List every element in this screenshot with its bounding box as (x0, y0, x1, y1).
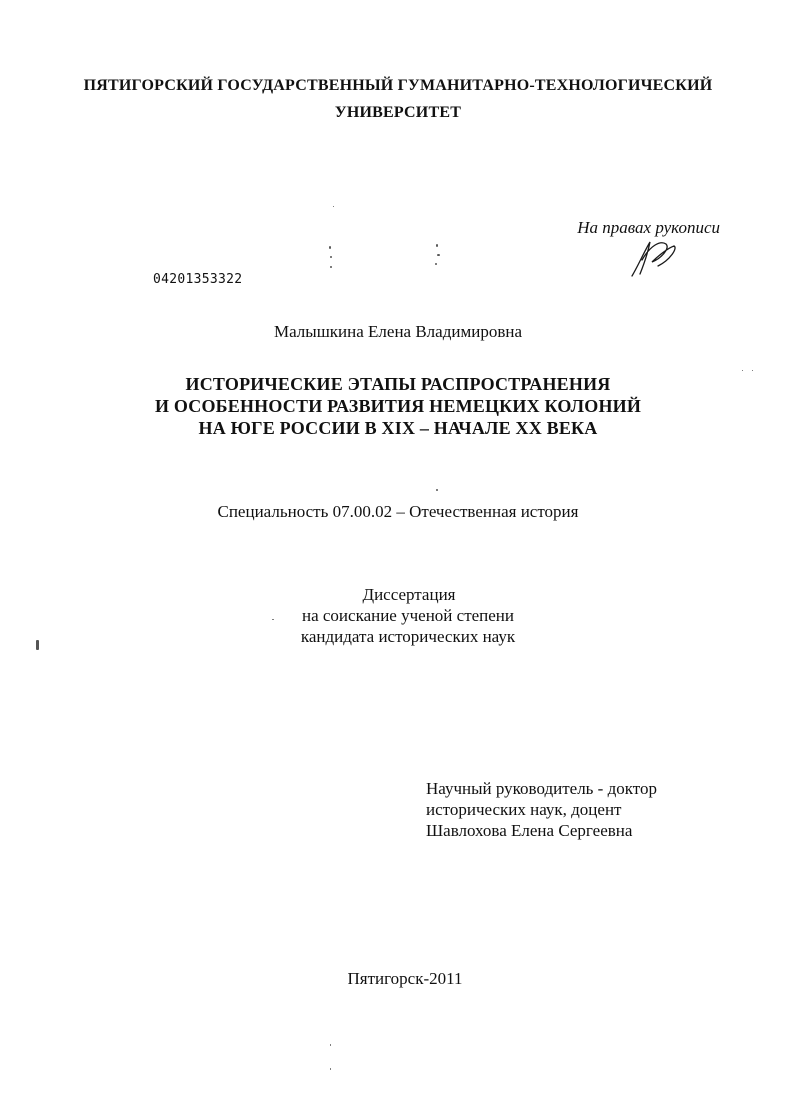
city-year: Пятигорск-2011 (347, 969, 463, 988)
scan-speck (742, 370, 743, 371)
scan-speck (752, 370, 753, 371)
specialty-line: Специальность 07.00.02 – Отечественная история (217, 502, 579, 521)
author-name: Малышкина Елена Владимировна (273, 322, 522, 341)
scan-speck (272, 619, 274, 620)
signature-icon (628, 238, 680, 280)
scan-speck (435, 263, 437, 265)
scan-speck (36, 640, 39, 650)
university-name-line-1: ПЯТИГОРСКИЙ ГОСУДАРСТВЕННЫЙ ГУМАНИТАРНО-ТЕХНОЛОГИЧЕСКИЙ (83, 77, 713, 94)
supervisor-line-2: исторических наук, доцент (426, 800, 622, 819)
manuscript-note: На правах рукописи (577, 218, 720, 237)
dissertation-degree-block (0, 584, 796, 647)
university-name-line-2: УНИВЕРСИТЕТ (334, 104, 462, 121)
dissertation-line-2: на соискание ученой степени (301, 606, 515, 625)
scan-speck (329, 246, 331, 249)
dissertation-line-3: кандидата исторических наук (300, 627, 516, 646)
scan-speck (330, 266, 332, 268)
scan-speck (330, 1044, 331, 1046)
dissertation-title (0, 373, 796, 439)
title-line-1: ИСТОРИЧЕСКИЕ ЭТАПЫ РАСПРОСТРАНЕНИЯ (185, 374, 611, 394)
barcode-number: 04201353322 (153, 272, 243, 287)
scan-speck (330, 256, 332, 258)
scan-speck (333, 206, 334, 207)
title-line-3: НА ЮГЕ РОССИИ В XIX – НАЧАЛЕ XX ВЕКА (198, 418, 598, 438)
scan-speck (330, 1068, 331, 1070)
supervisor-block (426, 778, 657, 841)
scan-speck (436, 244, 438, 247)
supervisor-line-1: Научный руководитель - доктор (426, 779, 657, 798)
dissertation-line-1: Диссертация (362, 585, 456, 604)
supervisor-line-3: Шавлохова Елена Сергеевна (426, 821, 633, 840)
scan-speck (437, 254, 440, 256)
scan-speck (436, 489, 438, 491)
title-line-2: И ОСОБЕННОСТИ РАЗВИТИЯ НЕМЕЦКИХ КОЛОНИЙ (154, 396, 642, 416)
